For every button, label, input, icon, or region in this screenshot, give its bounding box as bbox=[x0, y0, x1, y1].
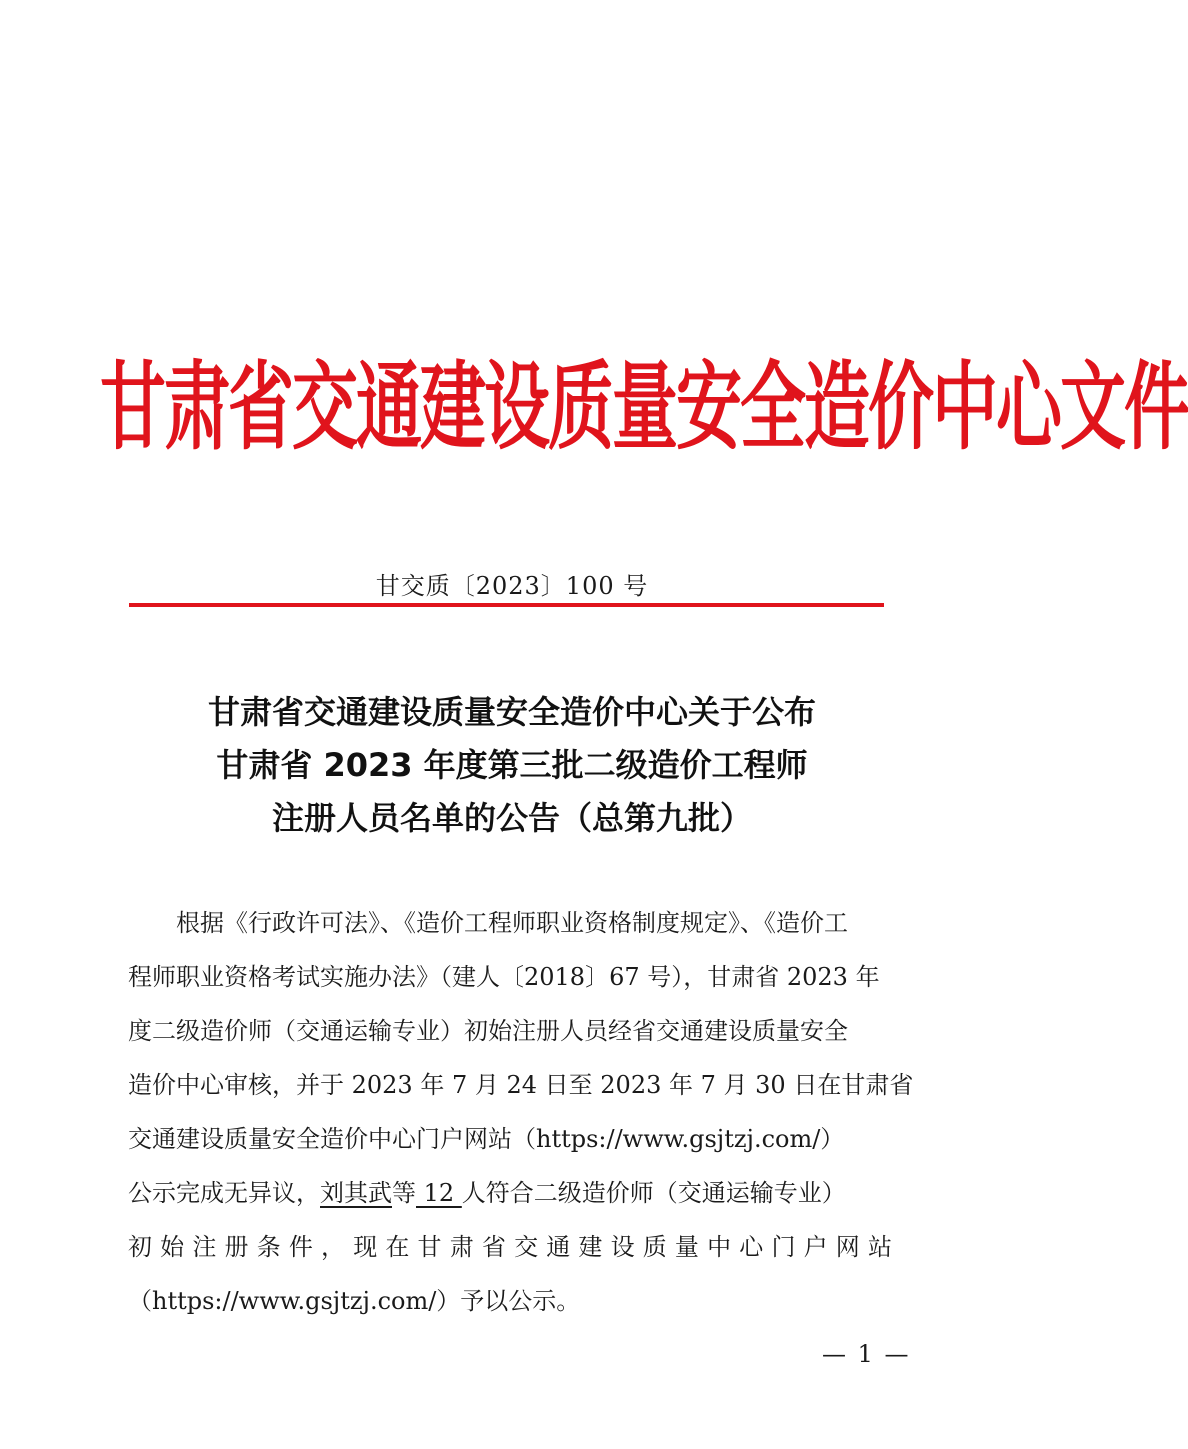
body-line-1: 根据《行政许可法》、《造价工程师职业资格制度规定》、《造价工 bbox=[176, 909, 848, 937]
body-line-7-char: 量 bbox=[674, 1233, 699, 1261]
body-line-8: （https://www.gsjtzj.com/）予以公示。 bbox=[128, 1287, 581, 1315]
body-line-7-char: 肃 bbox=[449, 1233, 474, 1261]
body-line-6-prefix: 公示完成无异议， bbox=[128, 1179, 320, 1207]
body-line-7-char: 始 bbox=[160, 1233, 185, 1261]
body-line-7-char: 注 bbox=[192, 1233, 217, 1261]
registrant-name: 刘其武 bbox=[320, 1179, 392, 1207]
notice-title bbox=[0, 686, 1024, 845]
issuer-header-title: 甘肃省交通建设质量安全造价中心文件 bbox=[100, 351, 1188, 464]
body-line-7-char: 质 bbox=[642, 1233, 667, 1261]
body-line-7-char: 在 bbox=[385, 1233, 410, 1261]
body-line-6 bbox=[128, 1166, 892, 1220]
body-line-7-char: 心 bbox=[739, 1233, 764, 1261]
document-number: 甘交质〔2023〕100 号 bbox=[375, 572, 649, 600]
notice-title-line-3: 注册人员名单的公告（总第九批） bbox=[271, 799, 752, 837]
body-line-6-suffix: 人符合二级造价师（交通运输专业） bbox=[461, 1179, 846, 1207]
body-line-7 bbox=[128, 1220, 892, 1274]
body-line-7-char: 门 bbox=[771, 1233, 796, 1261]
body-line-7-char: 站 bbox=[867, 1233, 892, 1261]
body-line-7-char: 交 bbox=[514, 1233, 539, 1261]
body-line-7-char: 册 bbox=[224, 1233, 249, 1261]
body-line-3: 度二级造价师（交通运输专业）初始注册人员经省交通建设质量安全 bbox=[128, 1017, 848, 1045]
body-line-7-char: 现 bbox=[353, 1233, 378, 1261]
body-line-7-char: 省 bbox=[481, 1233, 506, 1261]
body-line-7-char: 网 bbox=[835, 1233, 860, 1261]
body-line-7-char: ， bbox=[321, 1233, 346, 1261]
body-line-7-char: 件 bbox=[288, 1233, 313, 1261]
body-line-7-char: 通 bbox=[546, 1233, 571, 1261]
body-line-7-char: 户 bbox=[803, 1233, 828, 1261]
red-divider-rule bbox=[129, 603, 884, 607]
page-number: — 1 — bbox=[822, 1340, 911, 1368]
body-line-7-char: 设 bbox=[610, 1233, 635, 1261]
body-line-7-char: 甘 bbox=[417, 1233, 442, 1261]
registrant-count: 12 bbox=[416, 1179, 462, 1207]
body-line-6-mid: 等 bbox=[392, 1179, 416, 1207]
body-line-7-char: 初 bbox=[128, 1233, 152, 1261]
body-line-7-char: 中 bbox=[707, 1233, 732, 1261]
body-line-2: 程师职业资格考试实施办法》（建人〔2018〕67 号），甘肃省 2023 年 bbox=[128, 963, 880, 991]
notice-body bbox=[128, 896, 914, 1328]
notice-title-line-2: 甘肃省 2023 年度第三批二级造价工程师 bbox=[216, 746, 808, 784]
notice-title-line-1: 甘肃省交通建设质量安全造价中心关于公布 bbox=[207, 693, 816, 731]
body-line-7-char: 建 bbox=[578, 1233, 603, 1261]
body-line-7-char: 条 bbox=[256, 1233, 281, 1261]
body-line-4: 造价中心审核，并于 2023 年 7 月 24 日至 2023 年 7 月 30 日在甘肃省 bbox=[128, 1071, 914, 1099]
body-line-5: 交通建设质量安全造价中心门户网站（https://www.gsjtzj.com/） bbox=[128, 1125, 845, 1153]
